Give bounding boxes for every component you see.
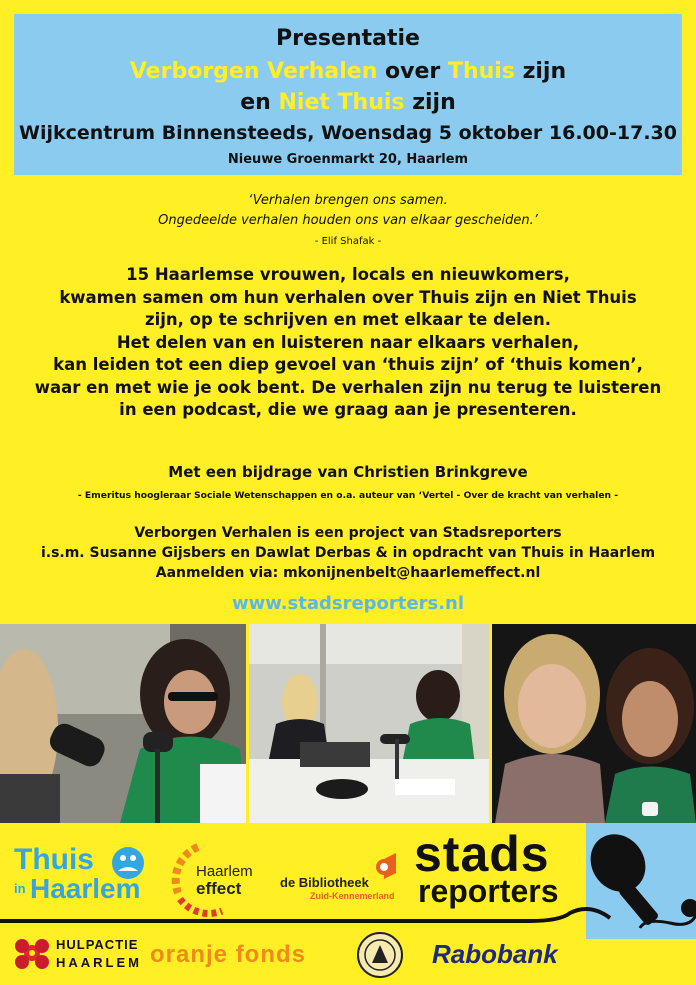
contribution-title: Met een bijdrage van Christien Brinkgreve	[168, 463, 528, 481]
logo-haarlem: Haarlem	[196, 863, 253, 880]
photo-two-women	[492, 624, 696, 823]
municipality-seal-icon	[358, 933, 402, 977]
subtitle-over: over	[377, 59, 448, 84]
intro-line: zijn, op te schrijven en met elkaar te delen.	[145, 310, 551, 329]
website-link[interactable]: www.stadsreporters.nl	[231, 593, 465, 614]
event-address: Nieuwe Groenmarkt 20, Haarlem	[227, 152, 469, 167]
quote-author: - Elif Shafak -	[314, 236, 382, 247]
intro-line: waar en met wie je ook bent. De verhalen zijn nu terug te luisteren	[34, 377, 662, 397]
logo-hulpactie-haarlem: HAARLEM	[56, 955, 142, 970]
intro-line: in een podcast, die we graag aan je presenteren.	[119, 400, 577, 419]
logo-oranje-fonds: oranje fonds	[150, 941, 307, 968]
bibliotheek-icon	[376, 853, 396, 879]
intro-line: kwamen samen om hun verhalen over Thuis zijn en Niet Thuis	[59, 287, 637, 307]
highlight-niet-thuis: Niet Thuis	[278, 90, 405, 115]
hulpactie-flower-icon	[15, 939, 49, 969]
photo-strip	[0, 624, 696, 823]
logo-rabobank: Rabobank	[432, 939, 558, 969]
quote-line-2: Ongedeelde verhalen houden ons van elkaar gescheiden.’	[158, 213, 538, 228]
logo-effect: effect	[196, 879, 242, 898]
logo-stads: stads	[414, 826, 550, 882]
subtitle-zijn: zijn	[514, 59, 567, 84]
intro-line: Het delen van en luisteren naar elkaars verhalen,	[116, 332, 580, 352]
divider-line	[0, 909, 610, 921]
project-line-1: Verborgen Verhalen is een project van Stadsreporters	[134, 525, 562, 541]
quote-line-1: ‘Verhalen brengen ons samen.	[248, 193, 448, 208]
logo-hulpactie: HULPACTIE	[56, 937, 139, 952]
logo-reporters: reporters	[418, 873, 559, 909]
event-header	[14, 14, 682, 175]
subtitle-zijn-2: zijn	[404, 90, 456, 115]
photo-reader-woman	[0, 624, 246, 823]
photo-studio-recording	[249, 624, 489, 823]
highlight-thuis: Thuis	[447, 59, 515, 84]
event-title: Presentatie	[276, 26, 420, 51]
project-signup: Aanmelden via: mkonijnenbelt@haarlemeffect.nl	[155, 565, 541, 581]
intro-text	[20, 264, 676, 422]
event-subtitle-line-2	[14, 90, 682, 115]
event-venue-date: Wijkcentrum Binnensteeds, Woensdag 5 oktober 16.00-17.30	[19, 122, 677, 144]
event-subtitle-line-1	[14, 59, 682, 84]
logo-bibliotheek: de Bibliotheek	[280, 875, 369, 890]
highlight-verborgen-verhalen: Verborgen Verhalen	[129, 59, 378, 84]
project-line-2: i.s.m. Susanne Gijsbers en Dawlat Derbas & in opdracht van Thuis in Haarlem	[40, 545, 656, 561]
intro-line: kan leiden tot een diep gevoel van ‘thuis zijn’ of ‘thuis komen’,	[53, 355, 643, 374]
intro-line: 15 Haarlemse vrouwen, locals en nieuwkomers,	[126, 265, 570, 284]
contribution-subtitle: - Emeritus hoogleraar Sociale Wetenschappen en o.a. auteur van ‘Vertel - Over de kracht van verhalen -	[77, 490, 619, 501]
project-info	[0, 523, 696, 583]
logo-thuis-in: in	[14, 881, 26, 896]
logo-thuis: Thuis	[14, 843, 94, 876]
logo-bibliotheek-region: Zuid-Kennemerland	[310, 891, 395, 901]
logo-thuis-haarlem: Haarlem	[30, 873, 141, 904]
sponsor-logos	[0, 823, 696, 985]
subtitle-en: en	[240, 90, 279, 115]
